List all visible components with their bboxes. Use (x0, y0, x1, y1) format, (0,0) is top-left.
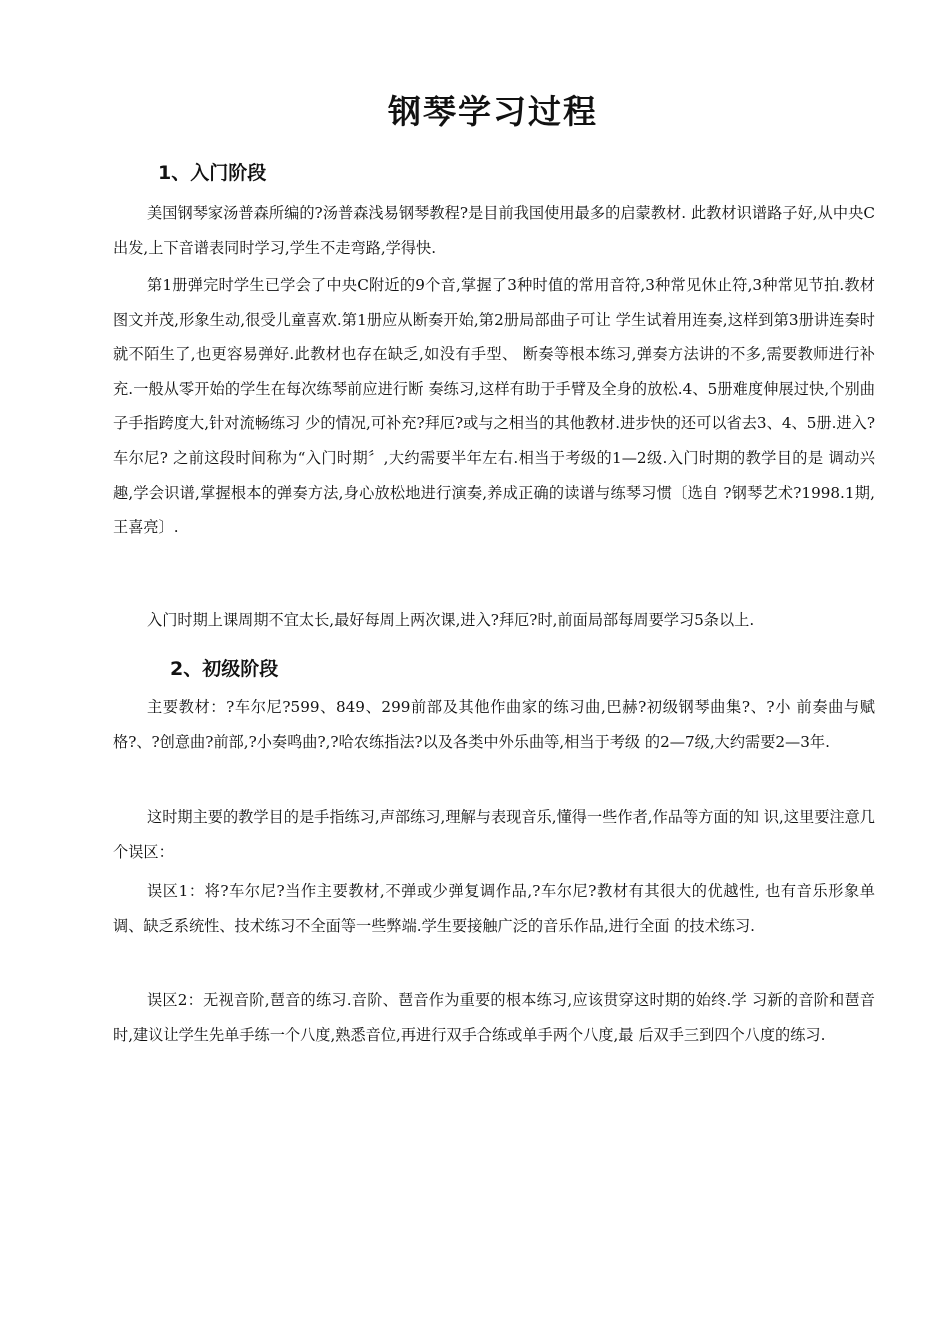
paragraph: 误区1：将?车尔尼?当作主要教材,不弹或少弹复调作品,?车尔尼?教材有其很大的优越性, 也有音乐形象单调、缺乏系统性、技术练习不全面等一些弊端.学生要接触广泛的音乐作品,进行全面 的技术练习. (113, 882, 875, 935)
paragraph: 主要教材：?车尔尼?599、849、299前部及其他作曲家的练习曲,巴赫?初级钢琴曲集?、?小 前奏曲与赋格?、?创意曲?前部,?小奏鸣曲?,?哈农练指法?以及各类中外乐曲等,相当于考级 的2—7级,大约需要2—3年. (113, 698, 875, 751)
paragraph: 美国钢琴家汤普森所编的?汤普森浅易钢琴教程?是目前我国使用最多的启蒙教材. 此教材识谱路子好,从中央C出发,上下音谱表同时学习,学生不走弯路,学得快. (113, 204, 875, 257)
section-heading-intro: 1、入门阶段 (158, 162, 267, 184)
paragraph: 第1册弹完时学生已学会了中央C附近的9个音,掌握了3种时值的常用音符,3种常见休止符,3种常见节拍.教材图文并茂,形象生动,很受儿童喜欢.第1册应从断奏开始,第2册局部曲子可让 学生试着用连奏,这样到第3册讲连奏时就不陌生了,也更容易弹好.此教材也存在缺乏,如没有手型、 断奏等根本练习,弹奏方法讲的不多,需要教师进行补充.一般从零开始的学生在每次练琴前应进行断 奏练习,这样有助于手臂及全身的放松.4、5册难度伸展过快,个别曲子手指跨度大,针对流畅练习 少的情况,可补充?拜厄?或与之相当的其他教材.进步快的还可以省去3、4、5册.进入?车尔尼? 之前这段时间称为“入门时期〞,大约需要半年左右.相当于考级的1—2级.入门时期的教学目的是 调动兴趣,学会识谱,掌握根本的弹奏方法,身心放松地进行演奏,养成正确的读谱与练琴习惯〔选自 ?钢琴艺术?1998.1期, 王喜亮〕. (113, 276, 875, 537)
section-heading-elementary: 2、初级阶段 (170, 658, 279, 680)
paragraph: 误区2：无视音阶,琶音的练习.音阶、琶音作为重要的根本练习,应该贯穿这时期的始终.学 习新的音阶和琶音时,建议让学生先单手练一个八度,熟悉音位,再进行双手合练或单手两个八度,最 后双手三到四个八度的练习. (113, 991, 875, 1044)
document-title: 钢琴学习过程 (388, 92, 598, 131)
paragraph: 这时期主要的教学目的是手指练习,声部练习,理解与表现音乐,懂得一些作者,作品等方面的知 识,这里要注意几个误区： (113, 808, 875, 861)
paragraph: 入门时期上课周期不宜太长,最好每周上两次课,进入?拜厄?时,前面局部每周要学习5条以上. (147, 611, 755, 629)
